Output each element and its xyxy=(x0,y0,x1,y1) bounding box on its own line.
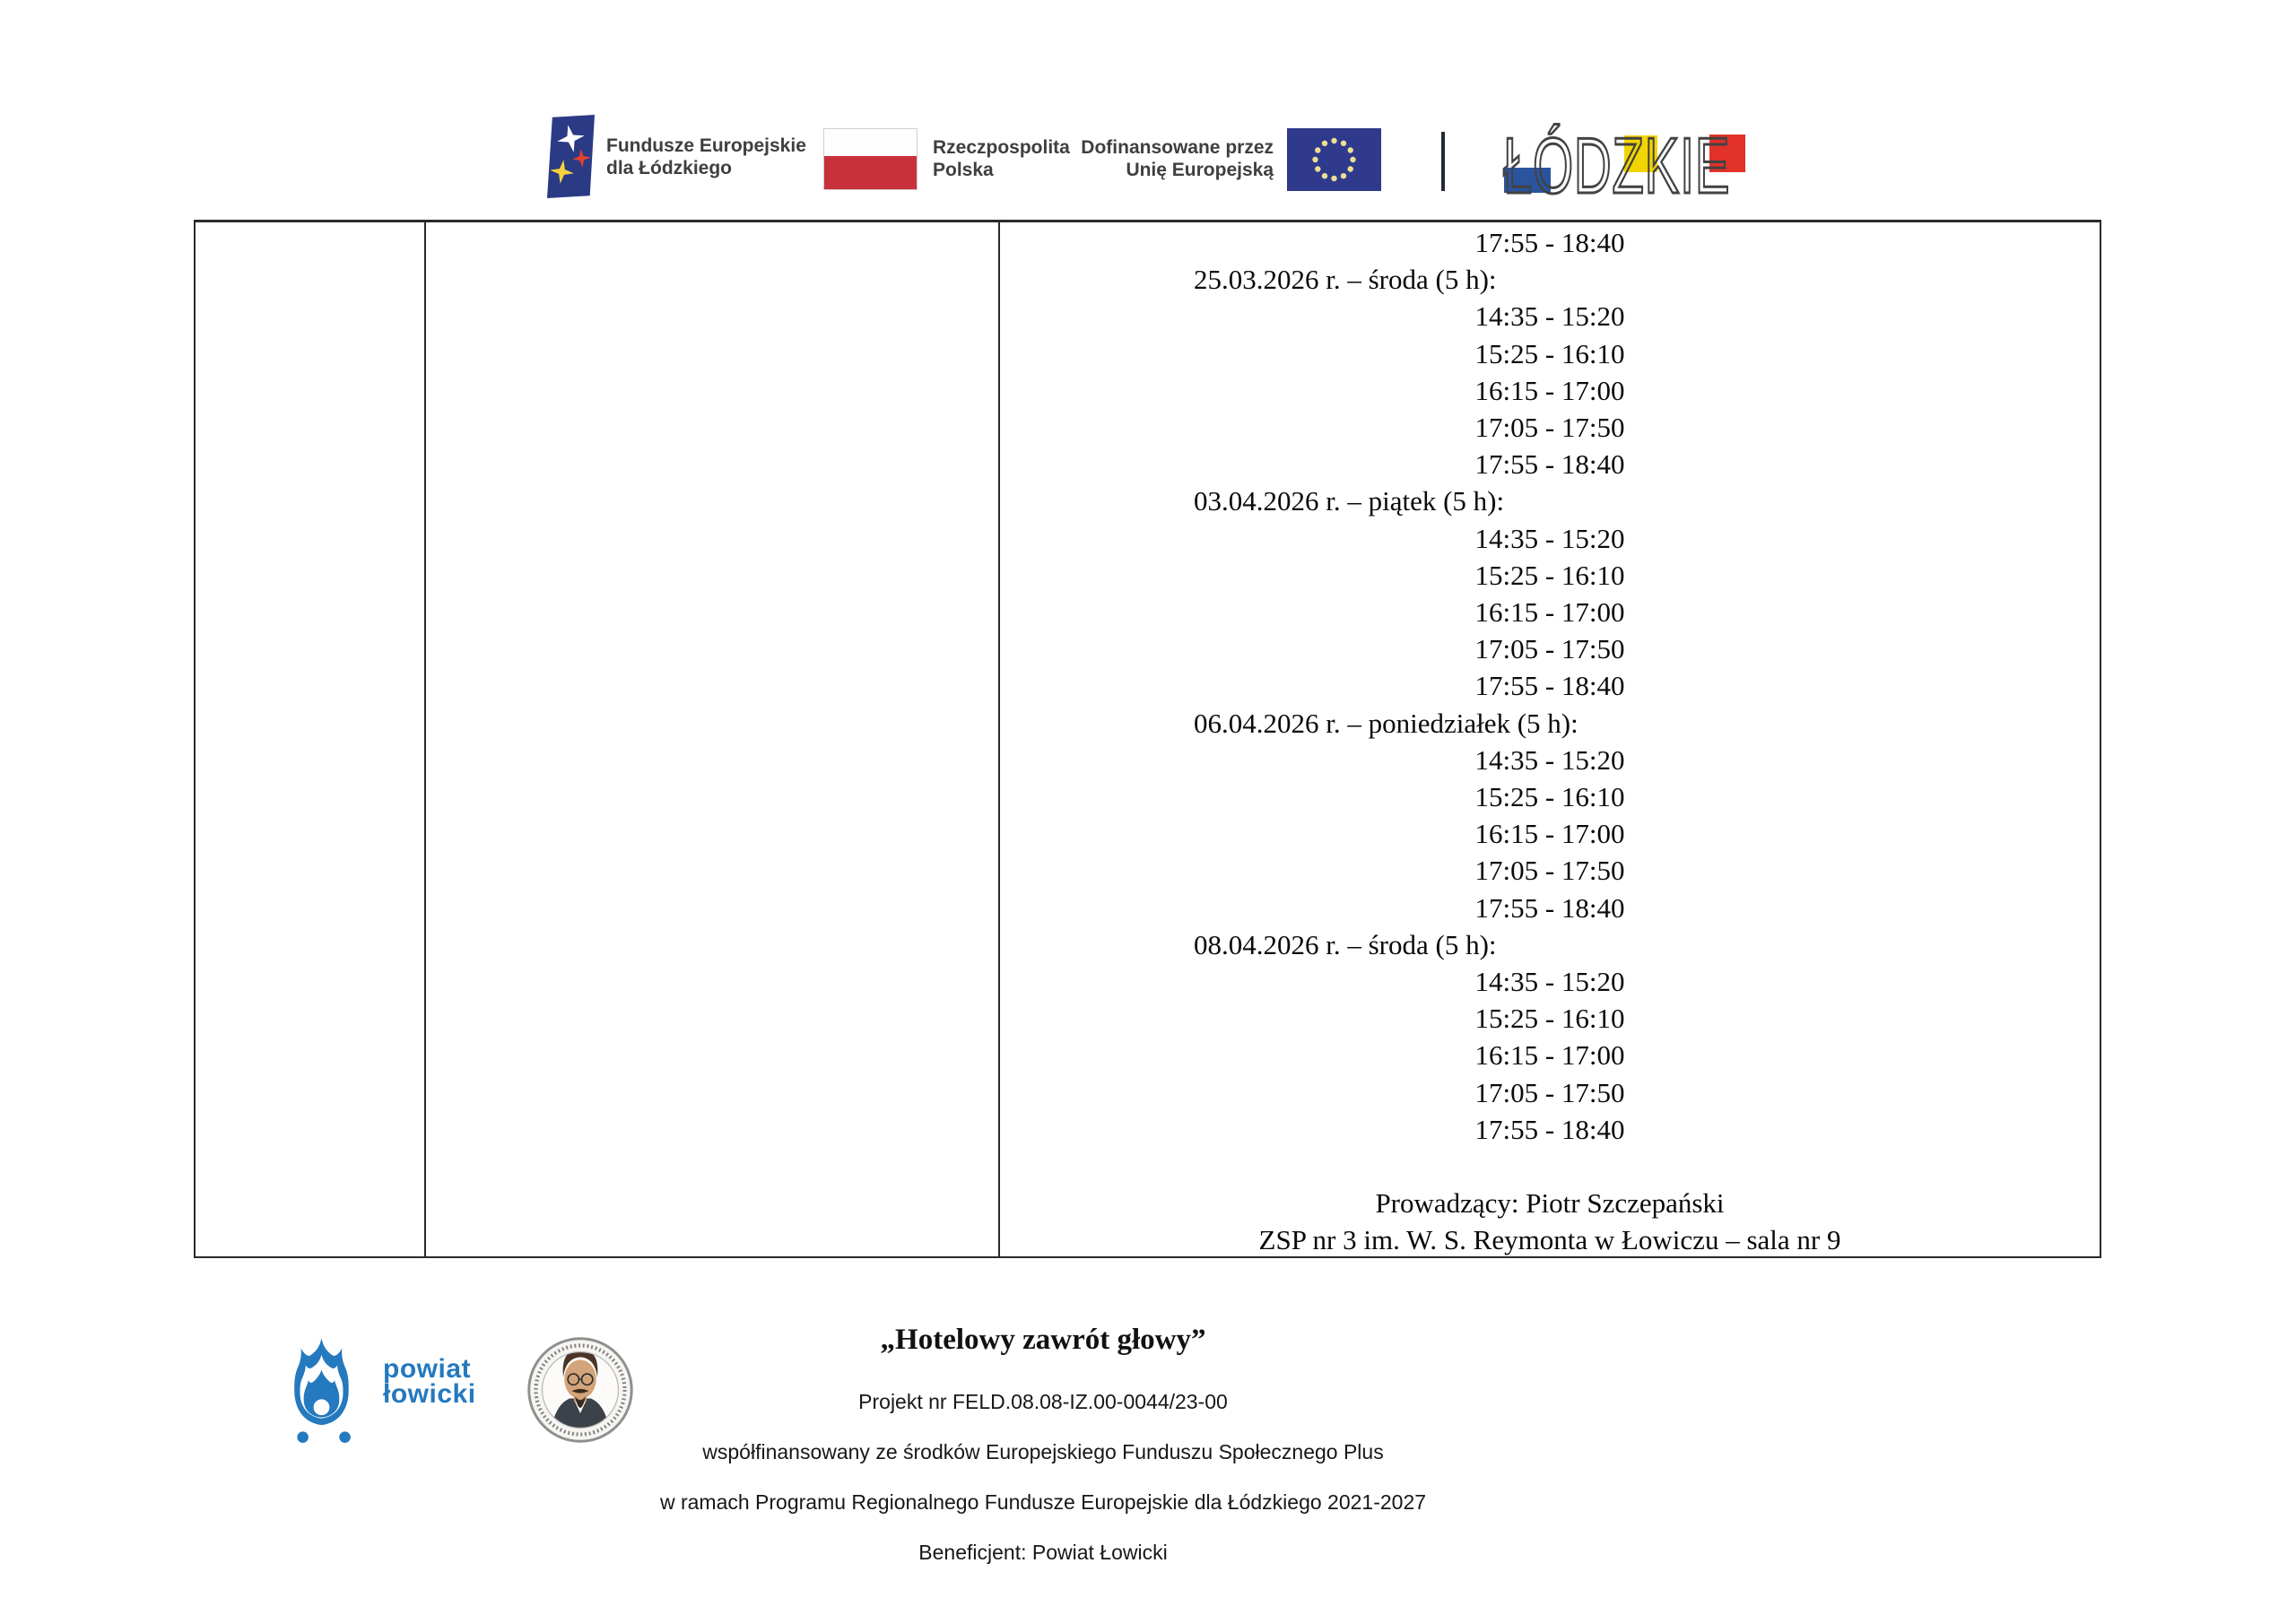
rp-label-line2: Polska xyxy=(933,160,994,180)
rp-label-line1: Rzeczpospolita xyxy=(933,137,1070,158)
time-slot: 14:35 - 15:20 xyxy=(1474,522,1625,554)
fundusze-europejskie-label xyxy=(606,135,806,179)
time-slot: 14:35 - 15:20 xyxy=(1474,966,1625,998)
schedule-table xyxy=(194,220,2101,1258)
time-slot: 17:05 - 17:50 xyxy=(1474,412,1625,444)
ue-label-line2: Unię Europejską xyxy=(1126,160,1274,180)
time-slot: 17:55 - 18:40 xyxy=(1474,448,1625,481)
powiat-lowicki-flame-icon xyxy=(292,1336,352,1444)
session-date: 03.04.2026 r. – piątek (5 h): xyxy=(1194,485,1505,517)
dofinansowane-ue-label xyxy=(1031,136,1274,181)
time-slot: 16:15 - 17:00 xyxy=(1474,1039,1625,1072)
time-slot: 17:55 - 18:40 xyxy=(1474,670,1625,702)
time-slot: 16:15 - 17:00 xyxy=(1474,818,1625,850)
time-slot: 15:25 - 16:10 xyxy=(1474,559,1625,591)
poland-flag-white-band xyxy=(824,129,917,156)
session-date: 25.03.2026 r. – środa (5 h): xyxy=(1194,264,1497,296)
time-slot: 17:55 - 18:40 xyxy=(1474,227,1625,258)
project-title: „Hotelowy zawrót głowy” xyxy=(880,1324,1206,1356)
project-footer-text xyxy=(415,1319,1671,1577)
fe-label-line1: Fundusze Europejskie xyxy=(606,135,806,156)
table-column-separator-1 xyxy=(424,222,426,1256)
poland-flag-red-band xyxy=(824,156,917,189)
yellow-star-icon xyxy=(548,158,575,185)
fundusze-europejskie-flag-icon xyxy=(547,115,595,198)
fe-label-line2: dla Łódzkiego xyxy=(606,158,733,178)
project-number-line: Projekt nr FELD.08.08-IZ.00-0044/23-00 xyxy=(858,1390,1228,1413)
time-slot: 17:55 - 18:40 xyxy=(1474,1113,1625,1145)
powiat-label-line1: powiat xyxy=(383,1354,471,1384)
time-slot: 14:35 - 15:20 xyxy=(1474,300,1625,333)
eu-flag-icon xyxy=(1287,128,1381,191)
header-divider xyxy=(1441,132,1445,191)
beneficiary-line: Beneficjent: Powiat Łowicki xyxy=(918,1541,1168,1564)
time-slot: 15:25 - 16:10 xyxy=(1474,337,1625,369)
program-line: w ramach Programu Regionalnego Fundusze Europejskie dla Łódzkiego 2021-2027 xyxy=(659,1490,1427,1514)
blank-line xyxy=(1000,1148,2100,1185)
time-slot: 16:15 - 17:00 xyxy=(1474,596,1625,629)
time-slot: 17:05 - 17:50 xyxy=(1474,633,1625,665)
trainer-line: Prowadzący: Piotr Szczepański xyxy=(1375,1187,1725,1220)
lodzkie-wordmark: ŁÓDZKIE xyxy=(1503,121,1731,210)
venue-line: ZSP nr 3 im. W. S. Reymonta w Łowiczu – sala nr 9 xyxy=(1258,1224,1841,1256)
time-slot: 17:05 - 17:50 xyxy=(1474,855,1625,887)
session-date: 06.04.2026 r. – poniedziałek (5 h): xyxy=(1194,707,1578,739)
time-slot: 15:25 - 16:10 xyxy=(1474,781,1625,813)
white-star-icon xyxy=(554,122,587,155)
time-slot: 17:55 - 18:40 xyxy=(1474,891,1625,924)
cofinancing-line: współfinansowany ze środków Europejskiego Funduszu Społecznego Plus xyxy=(702,1440,1384,1463)
powiat-label-line2: łowicki xyxy=(383,1379,476,1409)
session-date: 08.04.2026 r. – środa (5 h): xyxy=(1194,928,1497,960)
time-slot: 17:05 - 17:50 xyxy=(1474,1076,1625,1108)
ue-label-line1: Dofinansowane przez xyxy=(1081,137,1274,158)
time-slot: 16:15 - 17:00 xyxy=(1474,374,1625,406)
red-star-icon xyxy=(571,148,592,169)
lodzkie-logo xyxy=(1498,121,1749,210)
time-slot: 15:25 - 16:10 xyxy=(1474,1003,1625,1035)
poland-flag-icon xyxy=(823,128,918,190)
schedule-cell xyxy=(1000,222,2100,1259)
time-slot: 14:35 - 15:20 xyxy=(1474,743,1625,776)
